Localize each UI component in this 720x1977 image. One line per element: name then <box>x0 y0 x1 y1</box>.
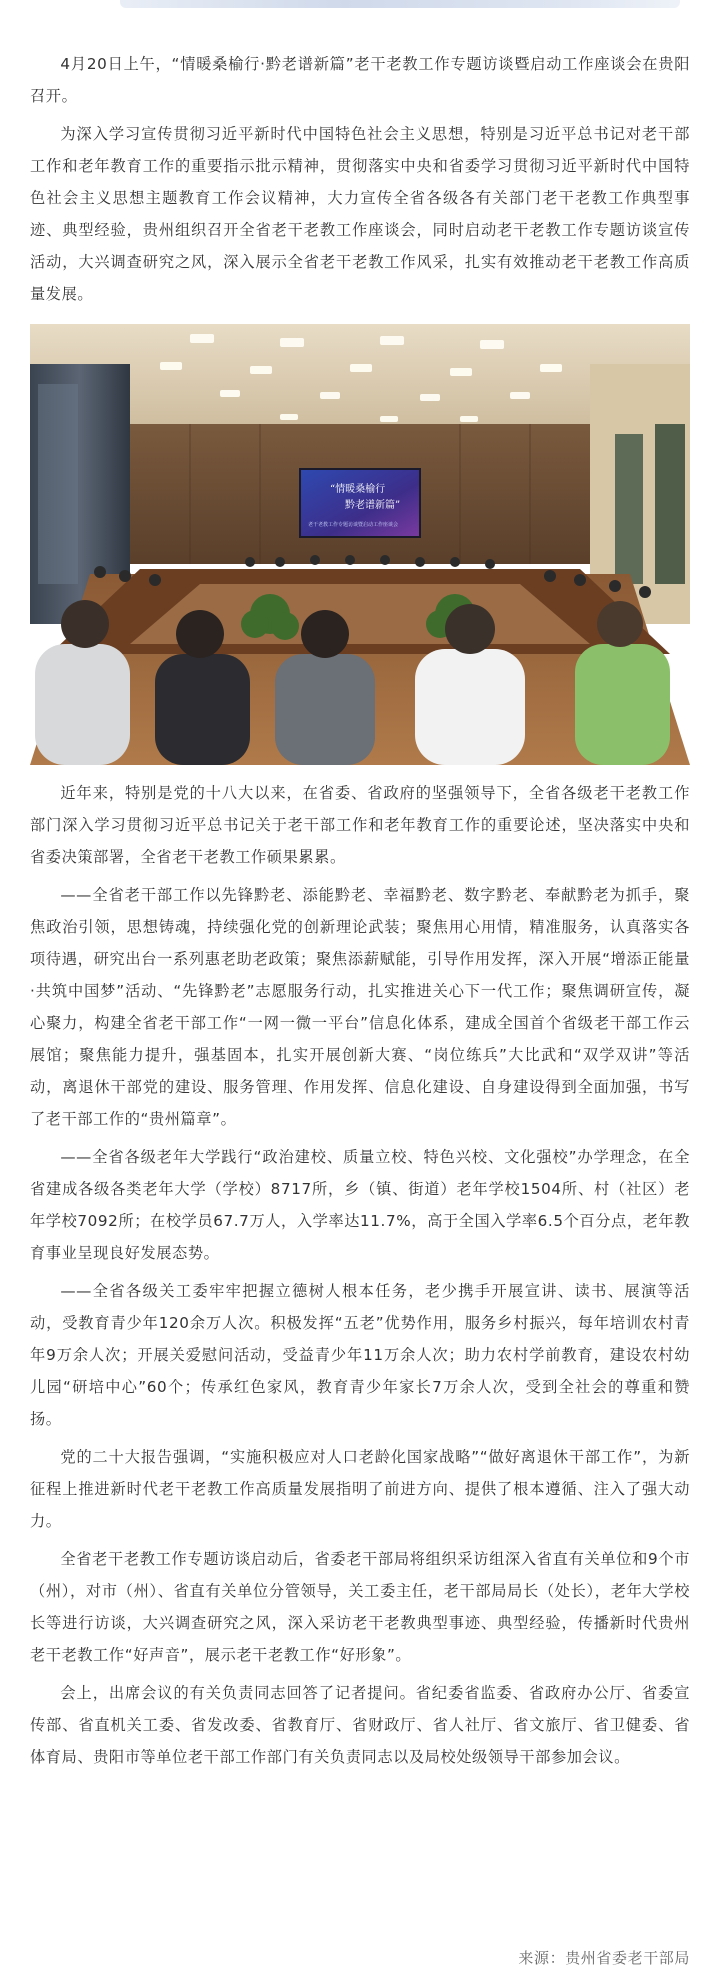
paragraph-senior-university: ——全省各级老年大学践行“政治建校、质量立校、特色兴校、文化强校”办学理念，在全省建成各级各类老年大学（学校）8717所，乡（镇、街道）老年学校1504所、村（社区）老年学校7092所；在校学员67.7万人，入学率达11.7%，高于全国入学率6.5个百分点，老年教育事业呈现良好发展态势。 <box>30 1148 690 1262</box>
meeting-photo <box>30 324 690 765</box>
paragraph-guangongwei: ——全省各级关工委牢牢把握立德树人根本任务，老少携手开展宣讲、读书、展演等活动，受教育青少年120余万人次。积极发挥“五老”优势作用，服务乡村振兴，每年培训农村青年9万余人次；开展关爱慰问活动，受益青少年11万余人次；助力农村学前教育，建设农村幼儿园“研培中心”60个；传承红色家风，教育青少年家长7万余人次，受到全社会的尊重和赞扬。 <box>30 1282 690 1428</box>
paragraph-20th-congress: 党的二十大报告强调，“实施积极应对人口老龄化国家战略”“做好离退休干部工作”，为新征程上推进新时代老干老教工作高质量发展指明了前进方向、提供了根本遵循、注入了强大动力。 <box>30 1448 690 1530</box>
screen-title-line1: “情暖桑榆行 <box>330 484 386 495</box>
screen-title-line2: 黔老谱新篇” <box>345 500 401 511</box>
paragraph-overview: 近年来，特别是党的十八大以来，在省委、省政府的坚强领导下，全省各级老干老教工作部门深入学习贯彻习近平总书记关于老干部工作和老年教育工作的重要论述，坚决落实中央和省委决策部署，全省老干老教工作硕果累累。 <box>30 784 690 866</box>
article-source: 来源：贵州省委老干部局 <box>518 1949 690 1967</box>
article-body <box>30 48 690 1779</box>
top-decoration-strip <box>120 0 680 8</box>
paragraph-cadre-work: ——全省老干部工作以先锋黔老、添能黔老、幸福黔老、数字黔老、奉献黔老为抓手，聚焦政治引领，思想铸魂，持续强化党的创新理论武装；聚焦用心用情，精准服务，认真落实各项待遇，研究出台一系列惠老助老政策；聚焦添薪赋能，引导作用发挥，深入开展“增添正能量·共筑中国梦”活动、“先锋黔老”志愿服务行动，扎实推进关心下一代工作；聚焦调研宣传，凝心聚力，构建全省老干部工作“一网一微一平台”信息化体系，建成全国首个省级老干部工作云展馆；聚焦能力提升，强基固本，扎实开展创新大赛、“岗位练兵”大比武和“双学双讲”等活动，离退休干部党的建设、服务管理、作用发挥、信息化建设、自身建设得到全面加强，书写了老干部工作的“贵州篇章”。 <box>30 886 690 1128</box>
paragraph-purpose: 为深入学习宣传贯彻习近平新时代中国特色社会主义思想，特别是习近平总书记对老干部工作和老年教育工作的重要指示批示精神，贯彻落实中央和省委学习贯彻习近平新时代中国特色社会主义思想主题教育工作会议精神，大力宣传全省各级各有关部门老干老教工作典型事迹、典型经验，贵州组织召开全省老干老教工作座谈会，同时启动老干老教工作专题访谈宣传活动，大兴调查研究之风，深入展示全省老干老教工作风采，扎实有效推动老干老教工作高质量发展。 <box>30 125 690 303</box>
screen-subtitle: 老干老教工作专题访谈暨启动工作座谈会 <box>308 522 399 528</box>
paragraph-attendees: 会上，出席会议的有关负责同志回答了记者提问。省纪委省监委、省政府办公厅、省委宣传部、省直机关工委、省发改委、省教育厅、省财政厅、省人社厅、省文旅厅、省卫健委、省体育局、贵阳市等单位老干部工作部门有关负责同志以及局校处级领导干部参加会议。 <box>30 1684 690 1766</box>
paragraph-interview-plan: 全省老干老教工作专题访谈启动后，省委老干部局将组织采访组深入省直有关单位和9个市（州），对市（州）、省直有关单位分管领导，关工委主任，老干部局局长（处长），老年大学校长等进行访谈，大兴调查研究之风，深入采访老干老教典型事迹、典型经验，传播新时代贵州老干老教工作“好声音”，展示老干老教工作“好形象”。 <box>30 1550 690 1664</box>
paragraph-intro: 4月20日上午，“情暖桑榆行·黔老谱新篇”老干老教工作专题访谈暨启动工作座谈会在贵阳召开。 <box>30 55 690 105</box>
